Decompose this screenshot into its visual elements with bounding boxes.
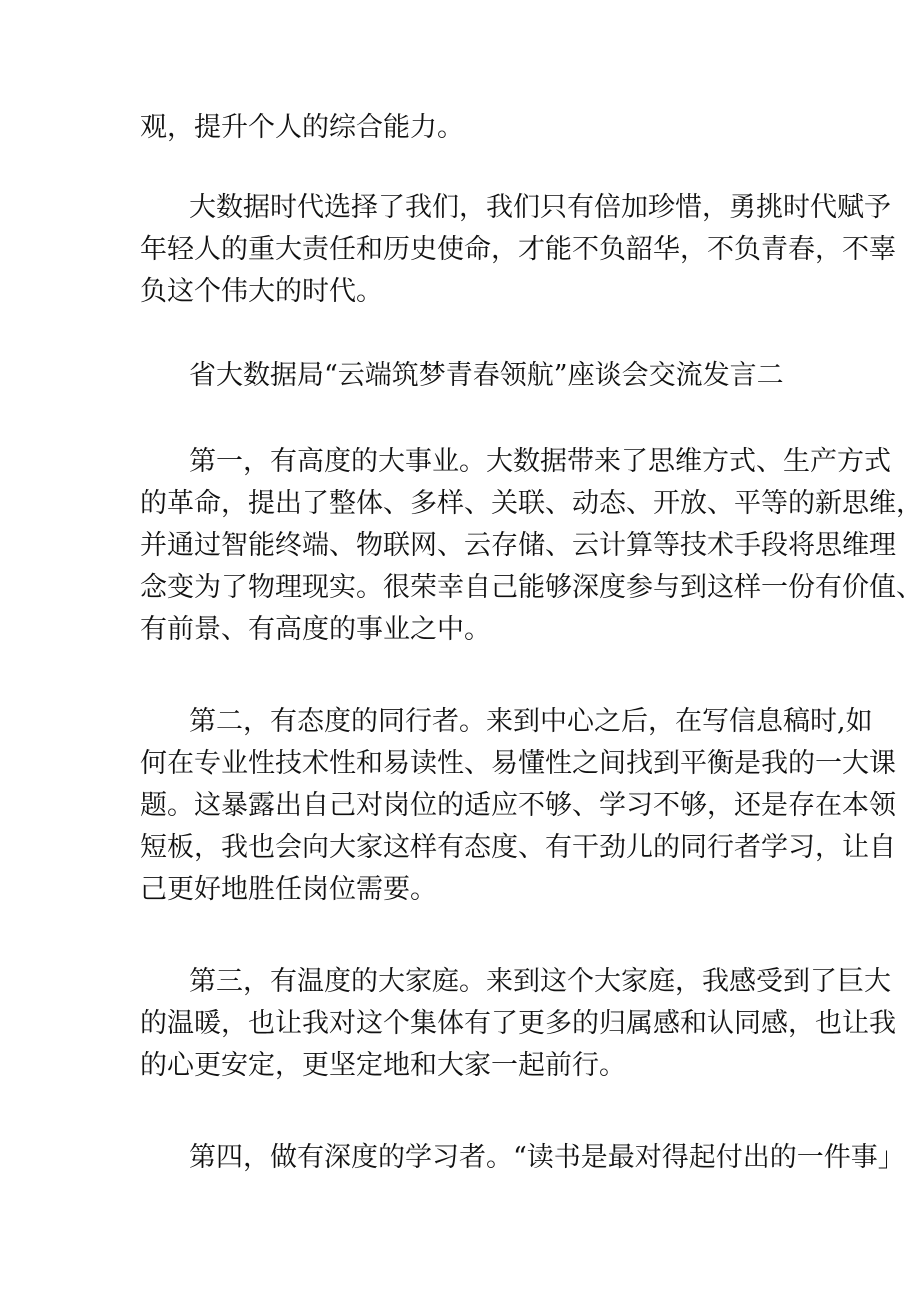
paragraph-line: 念变为了物理现实。很荣幸自己能够深度参与到这样一份有价值、 xyxy=(140,572,923,603)
section-heading: 省大数据局“云端筑梦青春领航”座谈会交流发言二 xyxy=(189,360,784,391)
paragraph-line: 的心更安定，更坚定地和大家一起前行。 xyxy=(140,1050,626,1081)
paragraph-line: 有前景、有高度的事业之中。 xyxy=(140,614,491,645)
paragraph-line: 第一，有高度的大事业。大数据带来了思维方式、生产方式 xyxy=(189,446,891,477)
paragraph-line: 第二，有态度的同行者。来到中心之后，在写信息稿时,如 xyxy=(189,706,873,737)
paragraph-line: 观，提升个人的综合能力。 xyxy=(140,112,464,143)
paragraph-line: 的温暖，也让我对这个集体有了更多的归属感和认同感，也让我 xyxy=(140,1008,896,1039)
paragraph-line: 并通过智能终端、物联网、云存储、云计算等技术手段将思维理 xyxy=(140,530,896,561)
paragraph-line: 短板，我也会向大家这样有态度、有干劲儿的同行者学习，让自 xyxy=(140,832,896,863)
paragraph-line: 第四，做有深度的学习者。“读书是最对得起付出的一件事」 xyxy=(189,1142,905,1173)
paragraph-line: 年轻人的重大责任和历史使命，才能不负韶华，不负青春，不辜 xyxy=(140,234,896,265)
paragraph-line: 何在专业性技术性和易读性、易懂性之间找到平衡是我的一大课 xyxy=(140,748,896,779)
paragraph-line: 的革命，提出了整体、多样、关联、动态、开放、平等的新思维， xyxy=(140,488,923,519)
paragraph-line: 第三，有温度的大家庭。来到这个大家庭，我感受到了巨大 xyxy=(189,966,891,997)
paragraph-line: 大数据时代选择了我们，我们只有倍加珍惜，勇挑时代赋予 xyxy=(189,192,891,223)
paragraph-line: 己更好地胜任岗位需要。 xyxy=(140,874,437,905)
paragraph-line: 负这个伟大的时代。 xyxy=(140,276,383,307)
paragraph-line: 题。这暴露出自己对岗位的适应不够、学习不够，还是存在本领 xyxy=(140,790,896,821)
